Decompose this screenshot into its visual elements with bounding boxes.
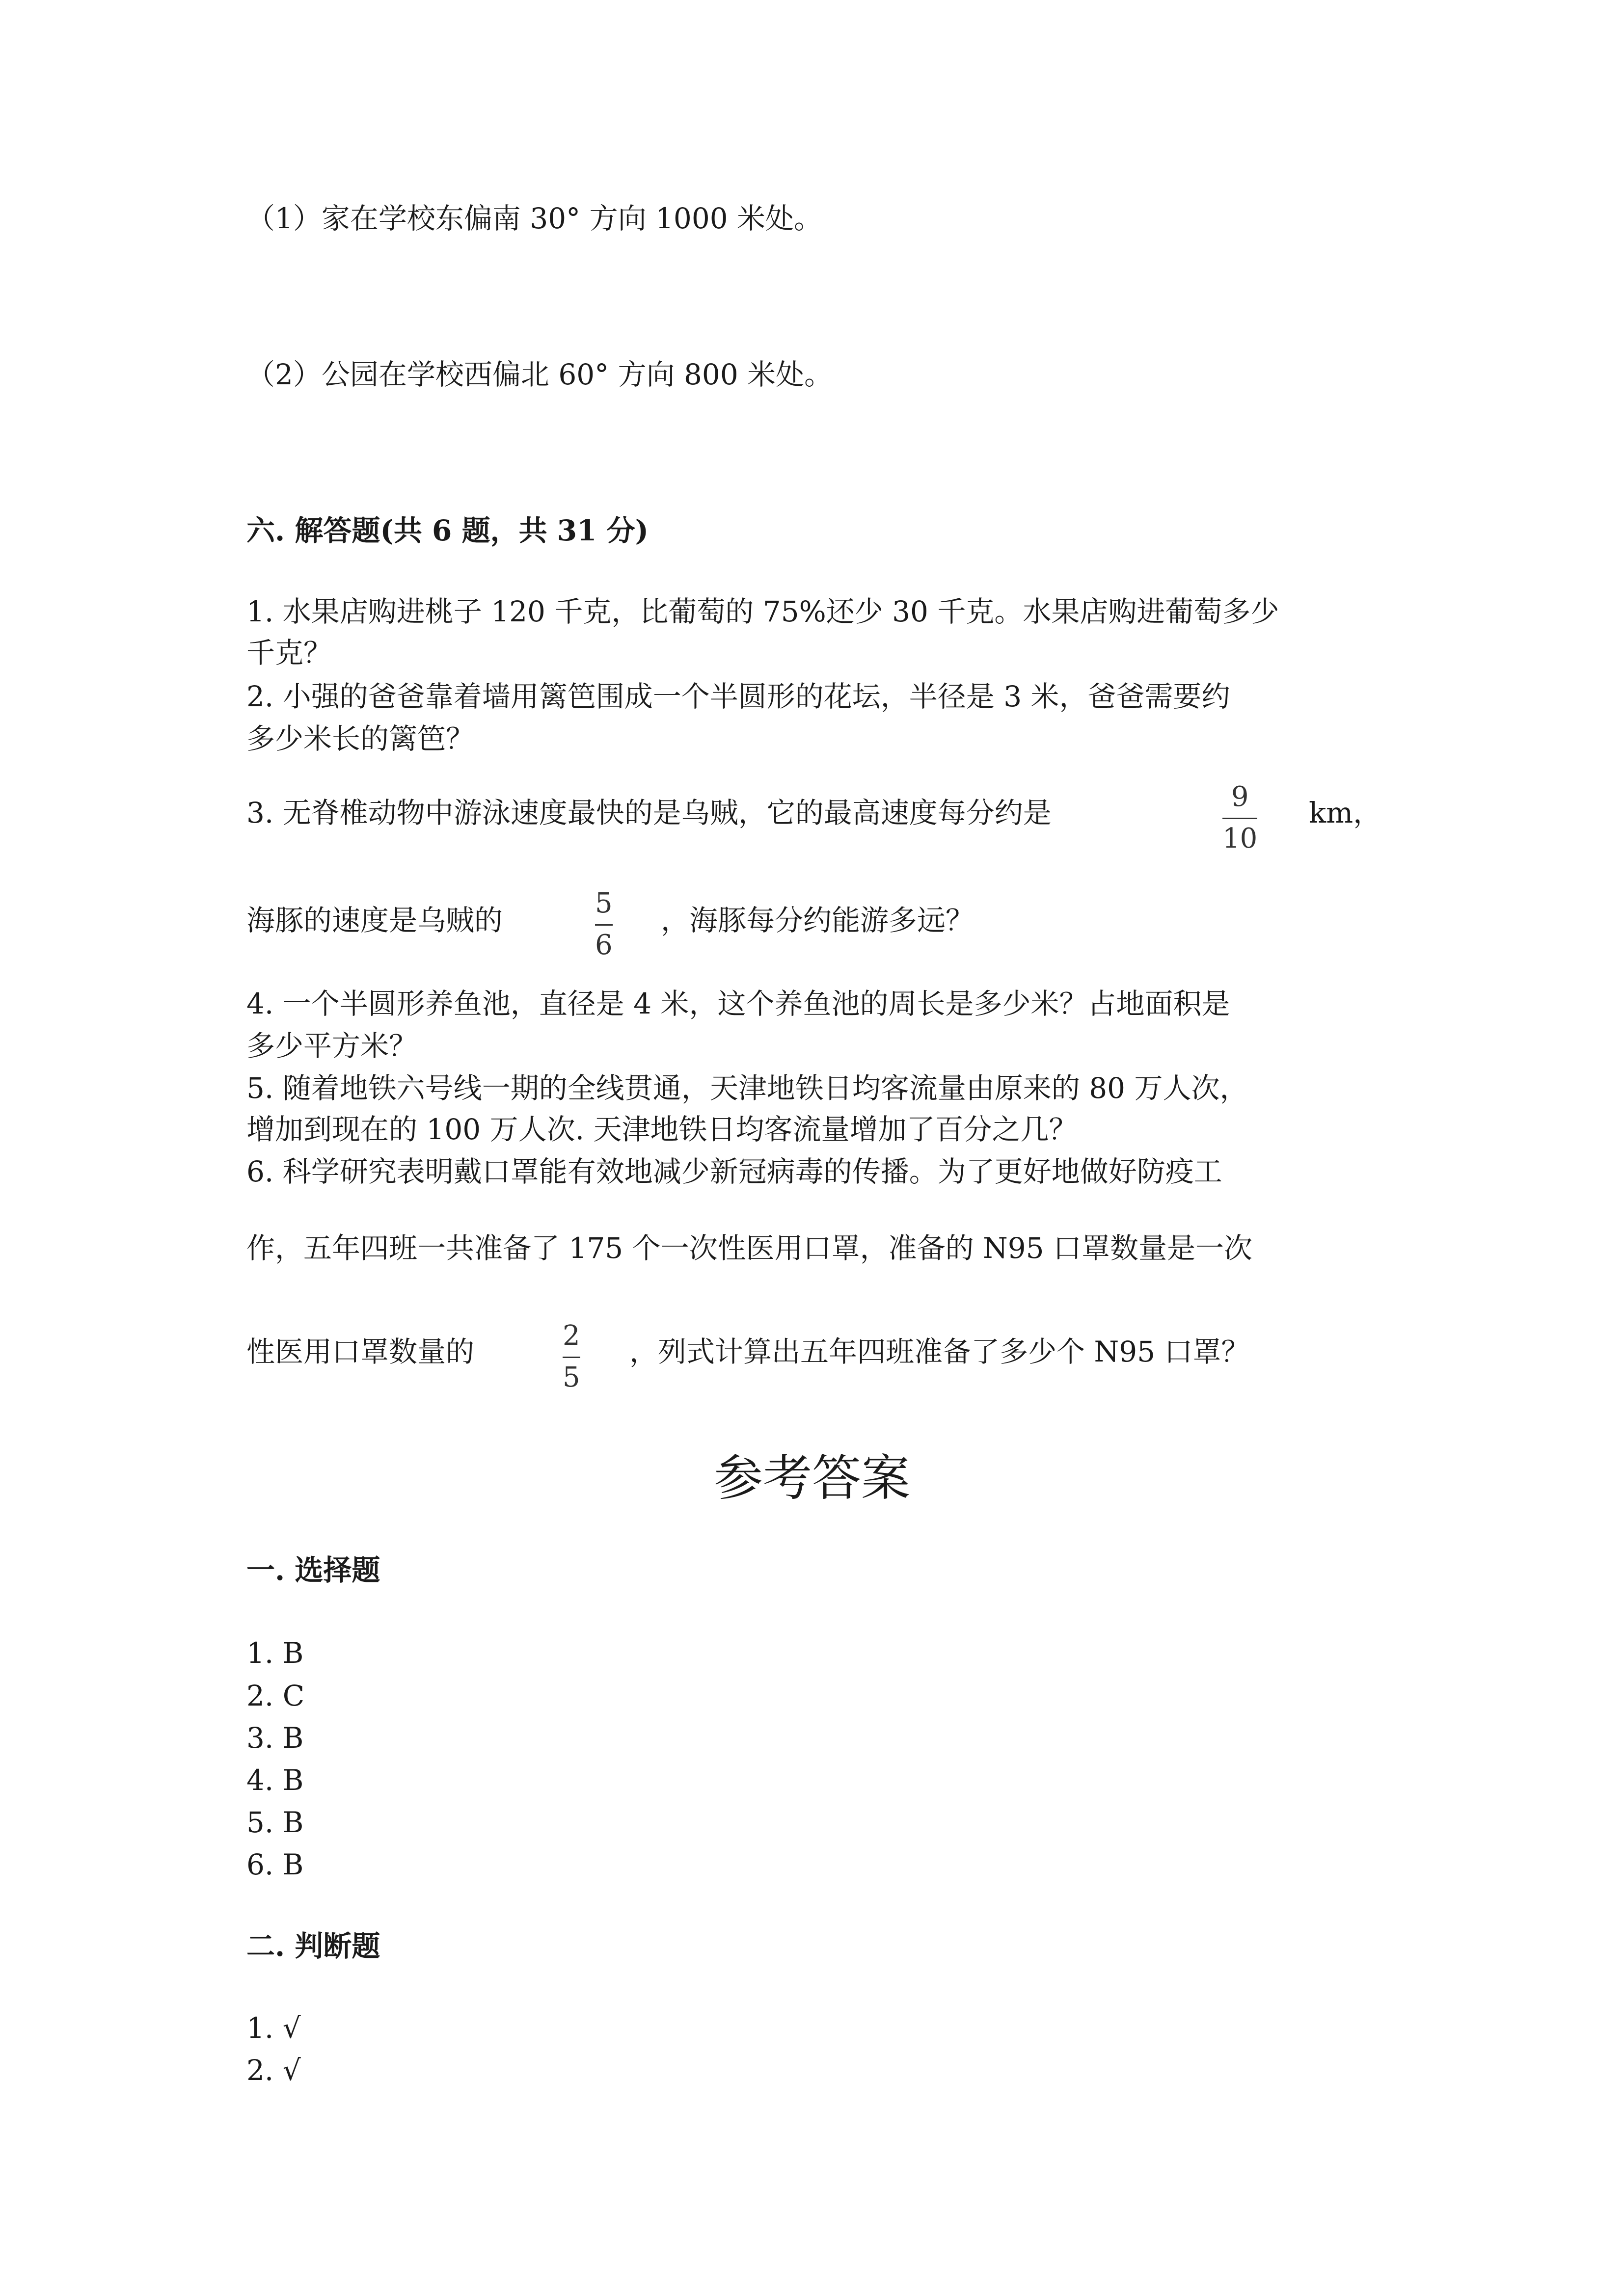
section5-item-2: （2）公园在学校西偏北 60° 方向 800 米处。 — [246, 358, 833, 391]
fraction-bar — [595, 924, 613, 926]
section5-item-1: （1）家在学校东偏南 30° 方向 1000 米处。 — [246, 202, 823, 235]
question-2-line-1: 2. 小强的爸爸靠着墙用篱笆围成一个半圆形的花坛，半径是 3 米，爸爸需要约 — [246, 680, 1230, 713]
question-1-line-1: 1. 水果店购进桃子 120 千克，比葡萄的 75%还少 30 千克。水果店购进葡萄多少 — [246, 595, 1279, 628]
question-5-line-1: 5. 随着地铁六号线一期的全线贯通，天津地铁日均客流量由原来的 80 万人次， — [246, 1071, 1248, 1105]
answer-item: 1. B — [246, 1636, 304, 1670]
question-2-line-2: 多少米长的篱笆？ — [246, 722, 475, 755]
fraction-numerator: 9 — [1231, 781, 1249, 813]
question-3-unit: km， — [1309, 796, 1382, 829]
answer-item: 5. B — [246, 1806, 304, 1839]
fraction-denominator: 6 — [595, 929, 613, 961]
answer-item: 2. √ — [246, 2054, 301, 2087]
question-3-text-part-2: 海豚的速度是乌贼的 — [246, 904, 503, 937]
question-6-text-part-3: 性医用口罩数量的 — [246, 1335, 475, 1368]
question-5-line-2: 增加到现在的 100 万人次. 天津地铁日均客流量增加了百分之几？ — [246, 1113, 1078, 1146]
question-6-line-2: 作，五年四班一共准备了 175 个一次性医用口罩，准备的 N95 口罩数量是一次 — [246, 1231, 1253, 1265]
answer-item: 6. B — [246, 1848, 304, 1881]
question-3-text-part-1: 3. 无脊椎动物中游泳速度最快的是乌贼，它的最高速度每分约是 — [246, 796, 1052, 829]
fraction-bar — [1222, 818, 1257, 819]
fraction-bar — [563, 1357, 580, 1358]
fraction-denominator: 10 — [1222, 823, 1258, 854]
fraction-9-10 — [1222, 783, 1257, 853]
fraction-numerator: 5 — [595, 887, 613, 919]
answer-item: 3. B — [246, 1721, 304, 1755]
question-4-line-2: 多少平方米？ — [246, 1029, 418, 1063]
question-6-line-1: 6. 科学研究表明戴口罩能有效地减少新冠病毒的传播。为了更好地做好防疫工 — [246, 1155, 1222, 1188]
fraction-denominator: 5 — [563, 1362, 580, 1393]
question-3-text-part-3: ，海豚每分约能游多远？ — [661, 904, 974, 937]
answer-item: 2. C — [246, 1679, 305, 1712]
answer-item: 4. B — [246, 1763, 304, 1797]
question-4-line-1: 4. 一个半圆形养鱼池，直径是 4 米，这个养鱼池的周长是多少米？占地面积是 — [246, 987, 1230, 1020]
fraction-2-5 — [563, 1322, 580, 1391]
question-6-text-part-4: ，列式计算出五年四班准备了多少个 N95 口罩？ — [629, 1335, 1250, 1368]
fraction-5-6 — [595, 887, 613, 961]
section6-heading: 六. 解答题(共 6 题，共 31 分) — [246, 514, 649, 547]
answers-section-1-heading: 一. 选择题 — [246, 1553, 380, 1587]
answer-item: 1. √ — [246, 2011, 301, 2045]
answers-title: 参考答案 — [714, 1449, 910, 1507]
fraction-numerator: 2 — [563, 1320, 580, 1352]
question-1-line-2: 千克？ — [246, 636, 332, 669]
answers-section-2-heading: 二. 判断题 — [246, 1929, 380, 1963]
